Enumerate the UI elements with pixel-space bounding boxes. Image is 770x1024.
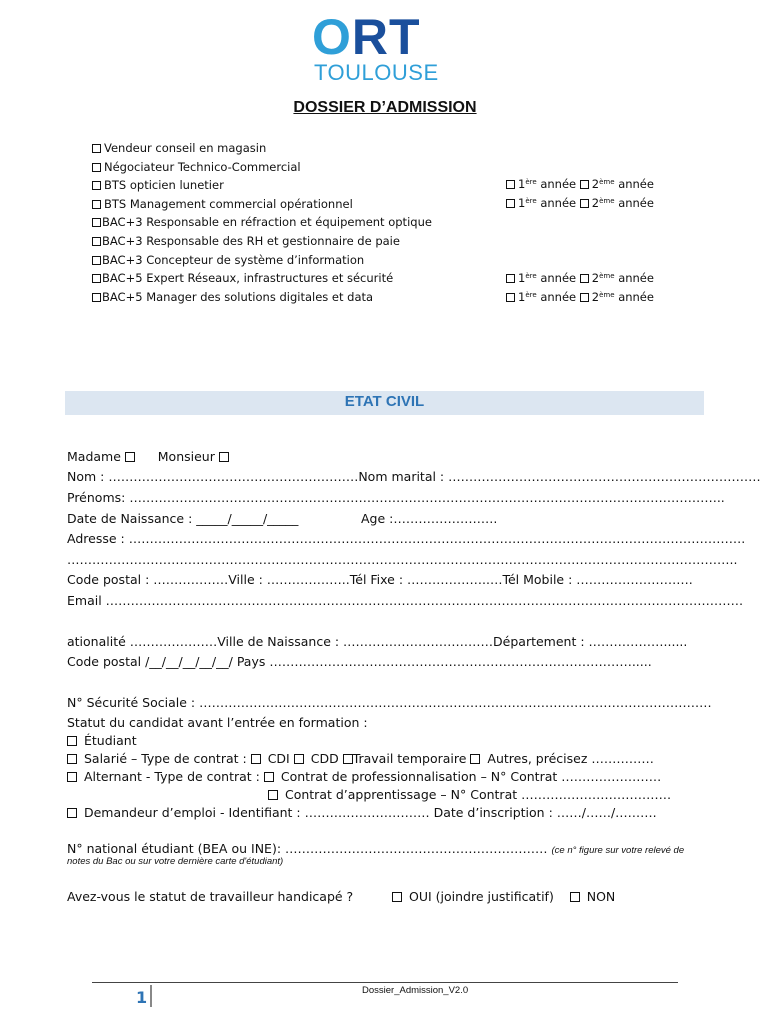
- programme-label: BAC+3 Responsable en réfraction et équipement optique: [102, 215, 432, 230]
- cp2-row[interactable]: Code postal /__/__/__/__/__/ Pays …………………………………………………………………………….....: [67, 654, 652, 669]
- programme-item[interactable]: [92, 139, 432, 158]
- adresse-continuation[interactable]: ……………………………………………………………………………………………………………………………………………..: [67, 552, 738, 567]
- page-number-divider: [150, 985, 152, 1007]
- checkbox-icon[interactable]: [92, 200, 101, 209]
- programme-label: Négociateur Technico-Commercial: [104, 159, 301, 174]
- programme-item[interactable]: [92, 158, 432, 177]
- programme-label: BAC+5 Manager des solutions digitales et data: [102, 289, 374, 304]
- year-num: 1: [518, 290, 526, 304]
- adresse-field[interactable]: Adresse : ………………………………………………………………………………………………………………………………….: [67, 531, 746, 546]
- year-sup: ère: [525, 291, 537, 299]
- madame-label: Madame: [67, 449, 121, 464]
- programme-label: BTS opticien lunetier: [104, 178, 224, 193]
- year-num: 2: [591, 271, 600, 285]
- logo-o-letter: O: [312, 9, 352, 65]
- checkbox-icon[interactable]: [67, 754, 77, 764]
- checkbox-icon[interactable]: [268, 790, 278, 800]
- page-title: [0, 99, 770, 117]
- statut-salarie: [67, 752, 654, 766]
- ine-note: (ce n° figure sur votre relevé de: [551, 845, 685, 856]
- logo-city: TOULOUSE: [314, 60, 439, 85]
- birthdate-field[interactable]: Date de Naissance : _____/_____/_____: [67, 511, 299, 526]
- logo-rt-letters: RT: [351, 9, 421, 65]
- checkbox-icon[interactable]: [506, 199, 515, 208]
- contrat-pro-label[interactable]: Contrat de professionnalisation – N° Contrat ……………………: [280, 769, 662, 784]
- checkbox-icon[interactable]: [506, 293, 515, 302]
- handicap-question: Avez-vous le statut de travailleur handicapé ?: [67, 889, 354, 904]
- checkbox-icon[interactable]: [92, 163, 101, 172]
- year-num: 1: [518, 177, 526, 191]
- year-num: 1: [518, 196, 526, 210]
- checkbox-icon[interactable]: [506, 274, 515, 283]
- year-sup: ère: [525, 178, 537, 186]
- programme-item[interactable]: [92, 288, 432, 307]
- year-sup: ème: [599, 291, 615, 299]
- checkbox-icon[interactable]: [92, 218, 101, 227]
- programme-label: Vendeur conseil en magasin: [104, 141, 267, 155]
- monsieur-label: Monsieur: [157, 449, 215, 464]
- interim-label: Travail temporaire: [352, 751, 467, 766]
- statut-intro: Statut du candidat avant l’entrée en formation :: [67, 715, 368, 730]
- footer-rule: [92, 982, 678, 983]
- checkbox-icon[interactable]: [506, 180, 515, 189]
- year-word: année: [540, 177, 577, 191]
- secu-field[interactable]: N° Sécurité Sociale : ……………………………………………………………………………………………………………: [67, 695, 712, 710]
- checkbox-icon[interactable]: [67, 736, 77, 746]
- page-title-text: DOSSIER D’ADMISSION: [293, 99, 477, 116]
- year-word: année: [540, 290, 577, 304]
- checkbox-icon[interactable]: [125, 452, 135, 462]
- nom-field[interactable]: Nom : ……………………………………………………Nom marital : …………………………………………………………………: [67, 469, 761, 484]
- programme-item[interactable]: [92, 176, 432, 195]
- statut-demandeur: [67, 806, 657, 820]
- autres-label[interactable]: Autres, précisez ……………: [487, 751, 654, 766]
- checkbox-icon[interactable]: [67, 772, 77, 782]
- checkbox-icon[interactable]: [92, 274, 101, 283]
- year-sup: ère: [525, 197, 537, 205]
- alternant-label: Alternant - Type de contrat :: [83, 769, 260, 784]
- contrat-app-label[interactable]: Contrat d’apprentissage – N° Contrat ………………………………: [284, 787, 672, 802]
- year-sup: ème: [599, 272, 615, 280]
- checkbox-icon[interactable]: [580, 274, 589, 283]
- checkbox-icon[interactable]: [67, 808, 77, 818]
- year-choice: [506, 290, 654, 304]
- document-id: Dossier_Admission_V2.0: [362, 985, 469, 996]
- year-choice: [506, 271, 654, 285]
- checkbox-icon[interactable]: [343, 754, 353, 764]
- prenoms-field[interactable]: Prénoms: ……………………………………………………………………………………………………………………………..: [67, 490, 725, 505]
- year-choice: [506, 177, 654, 191]
- nationalite-row[interactable]: ationalité …………………Ville de Naissance : ………………………………Département : ………………......: [67, 634, 688, 649]
- programme-item[interactable]: [92, 251, 432, 270]
- cdi-label: CDI: [267, 751, 290, 766]
- year-word: année: [540, 271, 577, 285]
- checkbox-icon[interactable]: [470, 754, 480, 764]
- checkbox-icon[interactable]: [294, 754, 304, 764]
- year-word: année: [618, 290, 654, 304]
- non-label: NON: [586, 889, 616, 904]
- page-number: 1: [136, 988, 148, 1007]
- etudiant-label: Étudiant: [83, 733, 137, 748]
- programme-item[interactable]: [92, 269, 432, 288]
- statut-apprentissage: [268, 788, 671, 802]
- ort-logo: [312, 9, 421, 65]
- checkbox-icon[interactable]: [92, 256, 101, 265]
- ine-field[interactable]: N° national étudiant (BEA ou INE): ………………………………………………………: [67, 841, 548, 856]
- contact-row[interactable]: Code postal : ………………Ville : ………………..Tél Fixe : ………………..…Tél Mobile : ……………………….: [67, 572, 693, 587]
- ine-note-continued: notes du Bac ou sur votre dernière carte d'étudiant): [67, 856, 284, 867]
- age-field[interactable]: Age :…………………….: [361, 511, 498, 526]
- checkbox-icon[interactable]: [392, 892, 402, 902]
- statut-alternant: [67, 770, 661, 784]
- year-num: 2: [591, 177, 600, 191]
- checkbox-icon[interactable]: [92, 293, 101, 302]
- email-field[interactable]: Email ………………………………………………………………………………………………………………………………………: [67, 593, 744, 608]
- year-num: 2: [591, 196, 600, 210]
- checkbox-icon[interactable]: [219, 452, 229, 462]
- programme-item[interactable]: [92, 232, 432, 251]
- year-word: année: [618, 177, 654, 191]
- programme-label: BTS Management commercial opérationnel: [104, 196, 353, 211]
- checkbox-icon[interactable]: [92, 144, 101, 153]
- checkbox-icon[interactable]: [580, 293, 589, 302]
- checkbox-icon[interactable]: [570, 892, 580, 902]
- checkbox-icon[interactable]: [92, 237, 101, 246]
- oui-label: OUI (joindre justificatif): [408, 889, 554, 904]
- year-word: année: [618, 271, 654, 285]
- checkbox-icon[interactable]: [264, 772, 274, 782]
- year-sup: ère: [525, 272, 537, 280]
- year-sup: ème: [599, 178, 615, 186]
- checkbox-icon[interactable]: [580, 180, 589, 189]
- section-title: ETAT CIVIL: [344, 393, 425, 410]
- civility-row: [67, 450, 232, 464]
- programme-label: BAC+3 Responsable des RH et gestionnaire de paie: [102, 233, 400, 248]
- programme-label: BAC+5 Expert Réseaux, infrastructures et sécurité: [102, 271, 394, 286]
- year-num: 1: [518, 271, 526, 285]
- year-word: année: [540, 196, 577, 210]
- year-num: 2: [591, 290, 600, 304]
- checkbox-icon[interactable]: [251, 754, 261, 764]
- year-choice: [506, 196, 654, 210]
- programme-item[interactable]: [92, 195, 432, 214]
- checkbox-icon[interactable]: [92, 181, 101, 190]
- programme-item[interactable]: [92, 213, 432, 232]
- statut-etudiant: [67, 734, 137, 748]
- checkbox-icon[interactable]: [580, 199, 589, 208]
- programme-label: BAC+3 Concepteur de système d’information: [102, 252, 365, 267]
- year-word: année: [618, 196, 654, 210]
- year-sup: ème: [599, 197, 615, 205]
- handicap-options: [392, 890, 615, 904]
- demandeur-label[interactable]: Demandeur d’emploi - Identifiant : ………………………… Date d’inscription : ……/……/……….: [83, 805, 657, 820]
- salarie-label: Salarié – Type de contrat :: [83, 751, 247, 766]
- programme-list: [92, 139, 432, 306]
- cdd-label: CDD: [310, 751, 339, 766]
